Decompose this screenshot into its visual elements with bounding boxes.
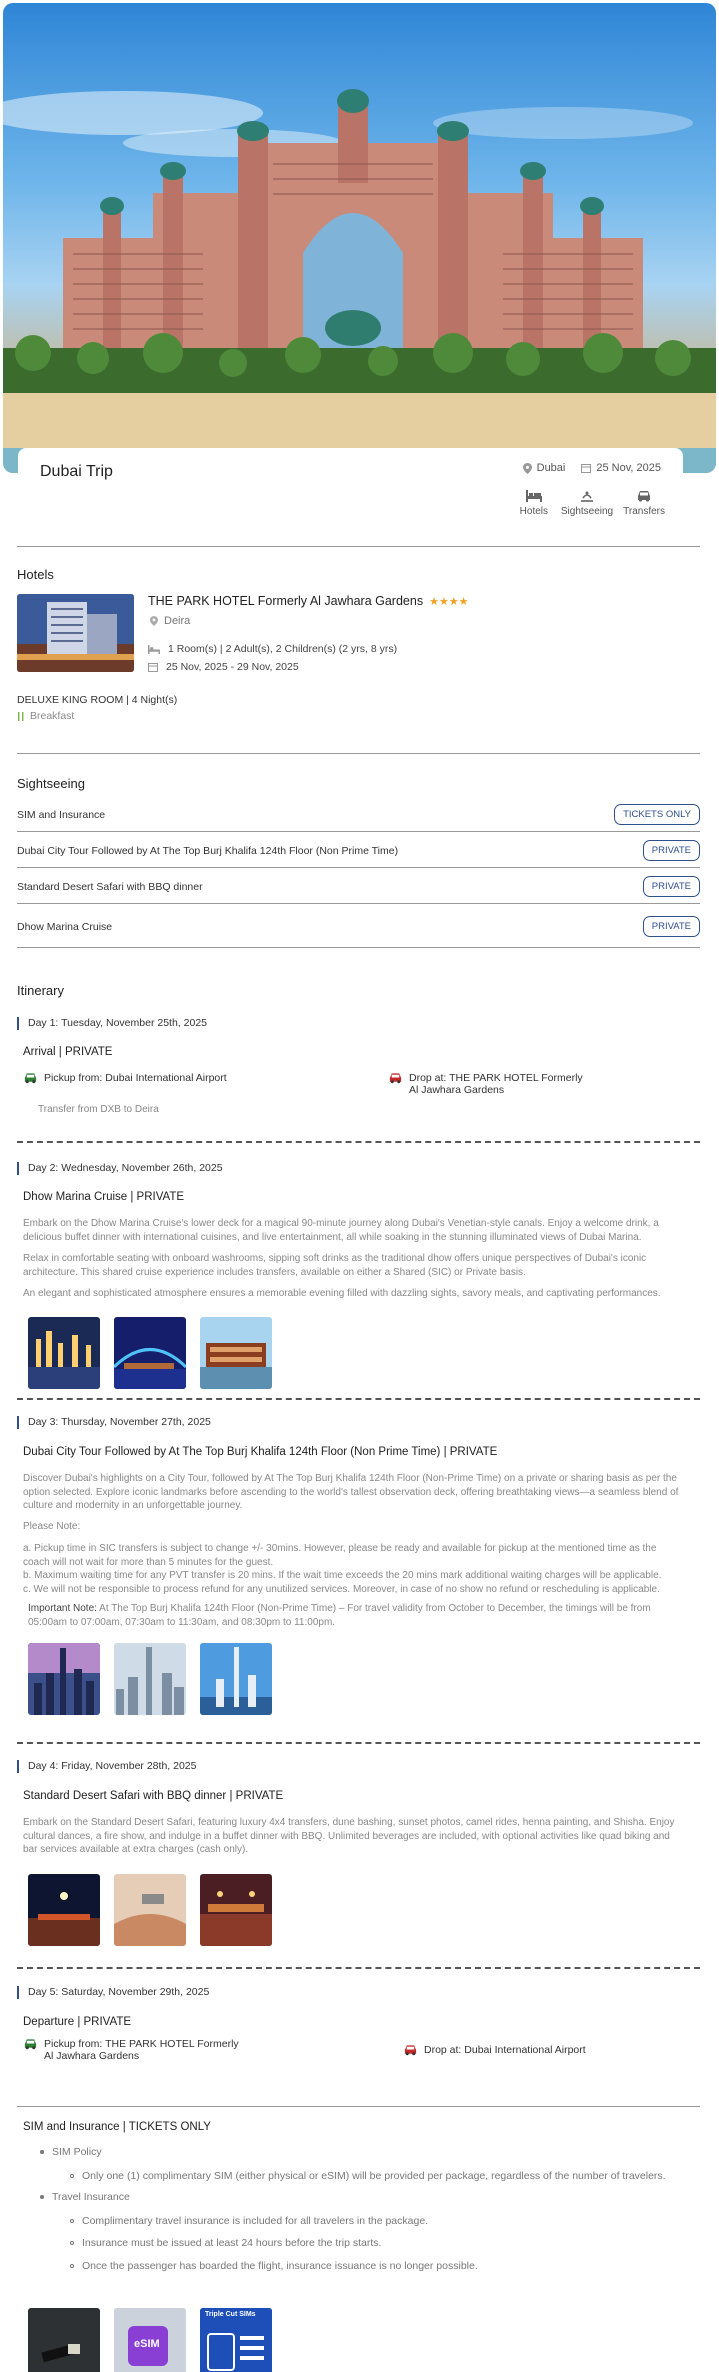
pickup-text: Pickup from: Dubai International Airport	[44, 1072, 227, 1084]
travel-insurance-item	[40, 2191, 130, 2203]
day-heading: Day 2: Wednesday, November 26th, 2025	[17, 1162, 700, 1175]
day-heading: Day 3: Thursday, November 27th, 2025	[17, 1416, 700, 1429]
bullet	[40, 2150, 44, 2154]
location-pin-icon	[150, 616, 158, 626]
pickup	[23, 2038, 403, 2062]
location-pin-icon	[523, 463, 532, 474]
desert-dunes-image[interactable]	[114, 1874, 186, 1946]
important-note-text: At The Top Burj Khalifa 124th Floor (Non-Prime Time) – For travel validity from October to December, the timings will be from 05:00am to 07:00am, 07:30am to 11:30am, and 08:30pm to 11:00pm.	[28, 1603, 651, 1628]
pickup-car-icon	[23, 2038, 38, 2050]
drop	[388, 1072, 588, 1096]
sim-images	[28, 2308, 272, 2372]
car-icon	[636, 490, 652, 502]
service-label: Sightseeing	[560, 506, 614, 517]
dhow-cruise-image[interactable]	[114, 1317, 186, 1389]
sim-policy-item	[40, 2146, 102, 2158]
bullet	[70, 2174, 74, 2178]
esim-image[interactable]	[114, 2308, 186, 2372]
day-heading: Day 5: Saturday, November 29th, 2025	[17, 1986, 700, 1999]
insurance-subitem	[70, 2260, 478, 2272]
trip-meta	[523, 462, 661, 474]
day-divider	[17, 1141, 700, 1143]
itinerary-day-3	[17, 1416, 700, 1715]
hotel-dates-text: 25 Nov, 2025 - 29 Nov, 2025	[166, 661, 299, 673]
please-note: Please Note:	[23, 1520, 81, 1532]
marina-night-image[interactable]	[28, 1317, 100, 1389]
itinerary-section-title: Itinerary	[17, 983, 64, 998]
sightseeing-item[interactable]	[17, 906, 700, 948]
sightseeing-item-name: Standard Desert Safari with BBQ dinner	[17, 880, 203, 893]
activity-description: Embark on the Standard Desert Safari, featuring luxury 4x4 transfers, dune bashing, sunset photos, camel rides, henna painting, and Shisha. Enjoy cultural dances, a fire show, and indulge in a buffet dinner with BBQ. Unlimited beverages are included, with optional activities like quad biking and bar services available at extra charges (cash only).	[23, 1817, 675, 1855]
itinerary-day-1	[17, 1017, 700, 1115]
trip-date	[581, 462, 661, 474]
activity-title: Standard Desert Safari with BBQ dinner | PRIVATE	[23, 1790, 284, 1802]
divider	[17, 546, 700, 547]
bed-icon	[148, 645, 160, 654]
itinerary-day-4	[17, 1760, 700, 1946]
desert-camp-night-image[interactable]	[28, 1874, 100, 1946]
note-c: c. We will not be responsible to process refund for any unutilized services. Moreover, in case of no show no refund or rescheduling is applicable.	[23, 1583, 660, 1595]
pickup-car-icon	[23, 1072, 38, 1084]
bullet	[70, 2241, 74, 2245]
hotel-rooms	[148, 643, 397, 655]
insurance-text: Once the passenger has boarded the flight, insurance issuance is no longer possible.	[82, 2260, 478, 2272]
sightseeing-icon	[579, 490, 595, 502]
private-badge: PRIVATE	[643, 916, 700, 937]
insurance-subitem	[70, 2237, 381, 2249]
hotel-dates	[148, 661, 299, 673]
hotel-name[interactable]: THE PARK HOTEL Formerly Al Jawhara Gardens	[148, 594, 424, 608]
hero-image	[3, 3, 716, 473]
bed-icon	[526, 490, 542, 502]
hotel-location	[150, 615, 190, 627]
trip-title: Dubai Trip	[40, 463, 113, 480]
trip-services	[517, 490, 665, 517]
activity-images	[28, 1874, 700, 1946]
service-hotels[interactable]	[517, 490, 551, 517]
triple-cut-sim-label: Triple Cut SIMs	[205, 2311, 256, 2318]
activity-images	[28, 1317, 700, 1389]
insurance-text: Insurance must be issued at least 24 hours before the trip starts.	[82, 2237, 382, 2249]
room-type: DELUXE KING ROOM | 4 Night(s)	[17, 694, 178, 706]
important-note	[28, 1602, 688, 1629]
esim-label: eSIM	[134, 2338, 160, 2350]
sim-policy-label: SIM Policy	[52, 2146, 102, 2158]
dhow-boat-image[interactable]	[200, 1317, 272, 1389]
private-badge: PRIVATE	[643, 840, 700, 861]
destination-text: Dubai	[536, 462, 566, 474]
itinerary-day-5	[17, 1986, 700, 2062]
sightseeing-section-title: Sightseeing	[17, 776, 85, 791]
transfer-details	[23, 2038, 700, 2062]
day-divider	[17, 1967, 700, 1969]
day-divider	[17, 1742, 700, 1744]
sim-insurance-title: SIM and Insurance | TICKETS ONLY	[23, 2121, 211, 2133]
bullet	[70, 2264, 74, 2268]
calendar-icon	[148, 662, 158, 672]
activity-description: Discover Dubai's highlights on a City Tour, followed by At The Top Burj Khalifa 124th Floor (Non-Prime Time) on a private or sharing basis as per the option selected. Explore iconic landmarks before ascending to the world's tallest observation deck, offering breathtaking views—a seamless blend of culture and modernity in an unforgettable journey.	[23, 1473, 679, 1511]
burj-khalifa-image[interactable]	[114, 1643, 186, 1715]
day-heading: Day 4: Friday, November 28th, 2025	[17, 1760, 700, 1773]
activity-title: Dubai City Tour Followed by At The Top Burj Khalifa 124th Floor (Non Prime Time) | PRIVATE	[23, 1446, 498, 1458]
drop	[403, 2038, 683, 2062]
important-note-label: Important Note:	[28, 1603, 97, 1614]
pickup-text: Pickup from: THE PARK HOTEL Formerly Al Jawhara Gardens	[44, 2038, 239, 2062]
cutlery-icon	[17, 712, 25, 721]
pickup	[23, 1072, 388, 1096]
destination	[523, 462, 566, 474]
triple-cut-sim-image[interactable]	[200, 2308, 272, 2372]
dubai-skyline-image[interactable]	[28, 1643, 100, 1715]
bullet	[70, 2219, 74, 2223]
drop-car-icon	[388, 1072, 403, 1084]
sightseeing-item-name: Dubai City Tour Followed by At The Top Burj Khalifa 124th Floor (Non Prime Time)	[17, 844, 399, 857]
desert-dinner-image[interactable]	[200, 1874, 272, 1946]
calendar-icon	[581, 463, 591, 473]
insurance-text: Complimentary travel insurance is included for all travelers in the package.	[82, 2215, 429, 2227]
activity-description: Relax in comfortable seating with onboard washrooms, sipping soft drinks as the traditional dhow offers unique perspectives of Dubai's iconic architecture. This shared cruise experience includes transfers, available on either a Shared (SIC) or Private basis.	[23, 1253, 647, 1278]
drop-text: Drop at: THE PARK HOTEL Formerly Al Jawhara Gardens	[409, 1072, 583, 1096]
itinerary-day-2	[17, 1162, 700, 1389]
burj-khalifa-tower-image[interactable]	[200, 1643, 272, 1715]
service-transfers[interactable]	[623, 490, 665, 517]
hotel-rooms-text: 1 Room(s) | 2 Adult(s), 2 Children(s) (2 yrs, 8 yrs)	[168, 643, 398, 655]
private-badge: PRIVATE	[643, 876, 700, 897]
divider	[17, 2106, 700, 2107]
sightseeing-item-name: Dhow Marina Cruise	[17, 920, 113, 933]
activity-title: Dhow Marina Cruise | PRIVATE	[23, 1191, 185, 1203]
sightseeing-item[interactable]	[17, 834, 700, 868]
travel-insurance-label: Travel Insurance	[52, 2191, 130, 2203]
divider	[17, 753, 700, 754]
drop-text: Drop at: Dubai International Airport	[424, 2044, 586, 2056]
activity-description: An elegant and sophisticated atmosphere ensures a memorable evening filled with dazzling sights, savory meals, and captivating performances.	[23, 1288, 661, 1299]
service-label: Transfers	[623, 506, 665, 517]
sightseeing-item[interactable]	[17, 798, 700, 832]
sim-policy-subitem	[70, 2170, 666, 2182]
note-a: a. Pickup time in SIC transfers is subject to change +/- 30mins. However, please be ready and available for pickup at the mentioned time as the coach will not wait for more than 5 minutes for the guest.	[23, 1543, 657, 1568]
service-sightseeing[interactable]	[561, 490, 613, 517]
day-heading: Day 1: Tuesday, November 25th, 2025	[17, 1017, 700, 1030]
trip-summary-card	[18, 448, 683, 528]
drop-car-icon	[403, 2044, 418, 2056]
hotel-image[interactable]	[17, 594, 134, 672]
bullet	[40, 2195, 44, 2199]
service-label: Hotels	[519, 506, 549, 517]
hotel-name-row	[148, 594, 469, 608]
activity-title: Departure | PRIVATE	[23, 2016, 132, 2028]
sightseeing-item[interactable]	[17, 870, 700, 904]
meal-plan-text: Breakfast	[30, 710, 75, 722]
note-b: b. Maximum waiting time for any PVT transfer is 20 mins. If the wait time exceeds the 20 mins mark additional waiting charges will be applicable.	[23, 1570, 662, 1581]
sim-card-image[interactable]	[28, 2308, 100, 2372]
activity-title: Arrival | PRIVATE	[23, 1046, 113, 1058]
hotels-section-title: Hotels	[17, 567, 54, 582]
day-divider	[17, 1398, 700, 1400]
meal-plan	[17, 710, 74, 722]
insurance-subitem	[70, 2215, 428, 2227]
hotel-location-text: Deira	[164, 615, 191, 627]
activity-images	[28, 1643, 700, 1715]
sim-policy-text: Only one (1) complimentary SIM (either physical or eSIM) will be provided per package, regardless of the number of travelers.	[82, 2170, 666, 2182]
star-rating: ★★★★	[429, 595, 469, 608]
trip-date-text: 25 Nov, 2025	[596, 462, 661, 474]
sightseeing-item-name: SIM and Insurance	[17, 808, 106, 821]
transfer-details	[23, 1072, 700, 1096]
transfer-note: Transfer from DXB to Deira	[38, 1104, 159, 1115]
tickets-only-badge: TICKETS ONLY	[614, 804, 700, 825]
activity-description: Embark on the Dhow Marina Cruise's lower deck for a magical 90-minute journey along Dubai's Venetian-style canals. Enjoy a welcome drink, a delicious buffet dinner with international cuisines, and live entertainment, all while soaking in the stunning illuminated views of Dubai Marina.	[23, 1218, 659, 1243]
